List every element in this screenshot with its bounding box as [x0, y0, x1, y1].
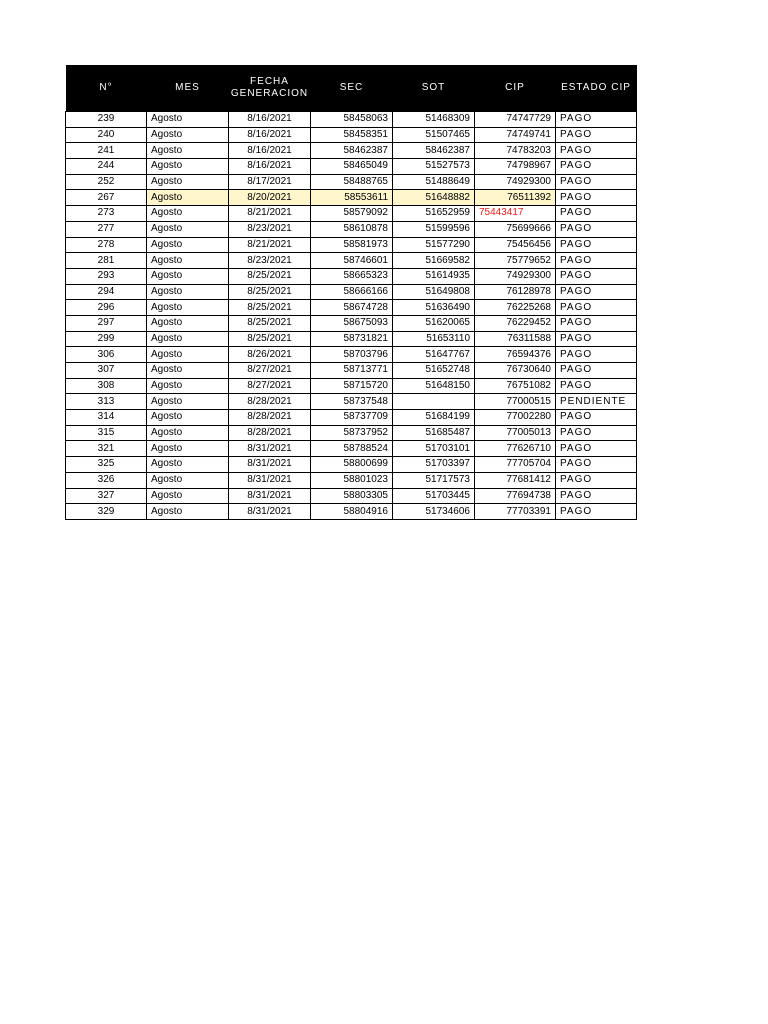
cell-sec[interactable]: 58665323 [311, 268, 393, 284]
cell-sec[interactable]: 58666166 [311, 284, 393, 300]
cell-cip[interactable]: 77703391 [475, 504, 556, 520]
cell-estado[interactable]: PAGO [556, 363, 637, 379]
cell-sot[interactable]: 51669582 [393, 253, 475, 269]
cell-n[interactable]: 307 [66, 363, 147, 379]
table-row [66, 331, 637, 347]
table-row [66, 488, 637, 504]
cell-fecha[interactable]: 8/25/2021 [229, 315, 311, 331]
data-table [65, 65, 637, 520]
cell-n[interactable]: 326 [66, 472, 147, 488]
cell-mes[interactable]: Agosto [147, 237, 229, 253]
cell-n[interactable]: 306 [66, 347, 147, 363]
table-row [66, 159, 637, 175]
cell-mes[interactable]: Agosto [147, 174, 229, 190]
cell-sot[interactable]: 51652959 [393, 206, 475, 222]
cell-mes[interactable]: Agosto [147, 268, 229, 284]
table-row [66, 315, 637, 331]
cell-cip[interactable]: 77005013 [475, 425, 556, 441]
cell-sot[interactable]: 51717573 [393, 472, 475, 488]
cell-sot[interactable]: 51620065 [393, 315, 475, 331]
cell-estado[interactable]: PAGO [556, 315, 637, 331]
cell-cip[interactable]: 75779652 [475, 253, 556, 269]
cell-cip[interactable]: 74747729 [475, 112, 556, 128]
cell-sot[interactable]: 51614935 [393, 268, 475, 284]
column-header-mes: MES [147, 65, 229, 112]
cell-sot[interactable]: 51734606 [393, 504, 475, 520]
cell-n[interactable]: 325 [66, 457, 147, 473]
cell-sec[interactable]: 58731821 [311, 331, 393, 347]
cell-n[interactable]: 315 [66, 425, 147, 441]
cell-sec[interactable]: 58715720 [311, 378, 393, 394]
cell-mes[interactable]: Agosto [147, 457, 229, 473]
table-row [66, 143, 637, 159]
cell-sot[interactable]: 51507465 [393, 127, 475, 143]
cell-fecha[interactable]: 8/31/2021 [229, 472, 311, 488]
cell-sec[interactable]: 58737952 [311, 425, 393, 441]
cell-estado[interactable]: PAGO [556, 206, 637, 222]
cell-n[interactable]: 294 [66, 284, 147, 300]
cell-cip[interactable]: 76229452 [475, 315, 556, 331]
cell-estado[interactable]: PAGO [556, 174, 637, 190]
cell-n[interactable]: 273 [66, 206, 147, 222]
cell-mes[interactable]: Agosto [147, 363, 229, 379]
cell-n[interactable]: 240 [66, 127, 147, 143]
cell-estado[interactable]: PAGO [556, 268, 637, 284]
cell-fecha[interactable]: 8/31/2021 [229, 488, 311, 504]
cell-sot[interactable]: 51636490 [393, 300, 475, 316]
cell-mes[interactable]: Agosto [147, 127, 229, 143]
cell-mes[interactable]: Agosto [147, 190, 229, 206]
cell-n[interactable]: 314 [66, 410, 147, 426]
cell-sot[interactable]: 51468309 [393, 112, 475, 128]
cell-estado[interactable]: PAGO [556, 331, 637, 347]
column-header-sec: SEC [311, 65, 393, 112]
cell-n[interactable]: 308 [66, 378, 147, 394]
cell-sec[interactable]: 58581973 [311, 237, 393, 253]
cell-sot[interactable]: 51488649 [393, 174, 475, 190]
cell-sec[interactable]: 58462387 [311, 143, 393, 159]
cell-cip[interactable]: 77000515 [475, 394, 556, 410]
table-row [66, 441, 637, 457]
cell-fecha[interactable]: 8/25/2021 [229, 284, 311, 300]
cell-sec[interactable]: 58737709 [311, 410, 393, 426]
column-header-cip: CIP [475, 65, 556, 112]
table-row [66, 363, 637, 379]
cell-fecha[interactable]: 8/27/2021 [229, 363, 311, 379]
cell-cip[interactable]: 76225268 [475, 300, 556, 316]
cell-cip[interactable]: 76751082 [475, 378, 556, 394]
cell-n[interactable]: 277 [66, 221, 147, 237]
cell-estado[interactable]: PAGO [556, 127, 637, 143]
cell-fecha[interactable]: 8/17/2021 [229, 174, 311, 190]
cell-mes[interactable]: Agosto [147, 284, 229, 300]
cell-cip[interactable]: 74749741 [475, 127, 556, 143]
cell-mes[interactable]: Agosto [147, 410, 229, 426]
cell-estado[interactable]: PAGO [556, 300, 637, 316]
cell-fecha[interactable]: 8/27/2021 [229, 378, 311, 394]
cell-sec[interactable]: 58674728 [311, 300, 393, 316]
cell-estado[interactable]: PAGO [556, 488, 637, 504]
cell-sot[interactable]: 51703397 [393, 457, 475, 473]
cip-correction-note: 75443417 [479, 207, 524, 219]
cell-fecha[interactable]: 8/21/2021 [229, 206, 311, 222]
cell-fecha[interactable]: 8/25/2021 [229, 331, 311, 347]
cell-n[interactable]: 327 [66, 488, 147, 504]
cell-sec[interactable]: 58737548 [311, 394, 393, 410]
table-row [66, 425, 637, 441]
cell-mes[interactable]: Agosto [147, 143, 229, 159]
cell-mes[interactable]: Agosto [147, 394, 229, 410]
cell-estado[interactable]: PAGO [556, 190, 637, 206]
cell-cip[interactable]: 75456456 [475, 237, 556, 253]
cell-cip[interactable]: 77626710 [475, 441, 556, 457]
cell-estado[interactable]: PAGO [556, 425, 637, 441]
cell-n[interactable]: 329 [66, 504, 147, 520]
cell-cip[interactable]: 74929300 [475, 174, 556, 190]
cell-estado[interactable]: PAGO [556, 472, 637, 488]
cell-fecha[interactable]: 8/16/2021 [229, 159, 311, 175]
table-row [66, 394, 637, 410]
cell-sec[interactable]: 58553611 [311, 190, 393, 206]
table-row [66, 221, 637, 237]
cell-sec[interactable]: 58800699 [311, 457, 393, 473]
cell-n[interactable]: 296 [66, 300, 147, 316]
cell-n[interactable]: 299 [66, 331, 147, 347]
cell-estado[interactable]: PAGO [556, 112, 637, 128]
cell-n[interactable]: 321 [66, 441, 147, 457]
table-row [66, 253, 637, 269]
cell-mes[interactable]: Agosto [147, 488, 229, 504]
cell-n[interactable]: 244 [66, 159, 147, 175]
cell-fecha[interactable]: 8/26/2021 [229, 347, 311, 363]
cell-fecha[interactable]: 8/23/2021 [229, 221, 311, 237]
cell-cip[interactable]: 76128978 [475, 284, 556, 300]
cell-fecha[interactable]: 8/28/2021 [229, 410, 311, 426]
cell-mes[interactable]: Agosto [147, 472, 229, 488]
cell-sot[interactable]: 51684199 [393, 410, 475, 426]
cell-cip[interactable]: 76311588 [475, 331, 556, 347]
cell-cip[interactable]: 77694738 [475, 488, 556, 504]
cell-mes[interactable]: Agosto [147, 253, 229, 269]
cell-mes[interactable]: Agosto [147, 221, 229, 237]
header-row [66, 65, 637, 112]
cell-estado[interactable]: PAGO [556, 347, 637, 363]
table-row [66, 504, 637, 520]
cell-sot[interactable]: 51703445 [393, 488, 475, 504]
cell-sot[interactable]: 51652748 [393, 363, 475, 379]
column-header-fecha: FECHA GENERACION [229, 65, 311, 112]
table-row [66, 112, 637, 128]
cell-sec[interactable]: 58610878 [311, 221, 393, 237]
cell-cip[interactable]: 76511392 [475, 190, 556, 206]
table-row [66, 472, 637, 488]
cell-estado[interactable]: PAGO [556, 410, 637, 426]
cell-fecha[interactable]: 8/20/2021 [229, 190, 311, 206]
spreadsheet [65, 65, 637, 520]
cell-fecha[interactable]: 8/28/2021 [229, 425, 311, 441]
table-row [66, 284, 637, 300]
cell-cip[interactable]: 75699666 [475, 221, 556, 237]
cell-fecha[interactable]: 8/23/2021 [229, 253, 311, 269]
cell-sec[interactable]: 58703796 [311, 347, 393, 363]
cell-estado[interactable]: PAGO [556, 143, 637, 159]
table-row [66, 237, 637, 253]
cell-estado[interactable]: PAGO [556, 253, 637, 269]
table-body [66, 112, 637, 520]
cell-mes[interactable]: Agosto [147, 347, 229, 363]
cell-mes[interactable]: Agosto [147, 300, 229, 316]
cell-sot[interactable]: 51577290 [393, 237, 475, 253]
cell-cip[interactable]: 76594376 [475, 347, 556, 363]
cell-cip[interactable]: 74798967 [475, 159, 556, 175]
table-row [66, 174, 637, 190]
cell-estado[interactable]: PAGO [556, 284, 637, 300]
cell-mes[interactable]: Agosto [147, 315, 229, 331]
cell-n[interactable]: 313 [66, 394, 147, 410]
table-row [66, 457, 637, 473]
cell-mes[interactable]: Agosto [147, 331, 229, 347]
table-header [66, 65, 637, 112]
table-row [66, 206, 637, 222]
cell-cip[interactable]: 74783203 [475, 143, 556, 159]
cell-fecha[interactable]: 8/21/2021 [229, 237, 311, 253]
cell-mes[interactable]: Agosto [147, 206, 229, 222]
table-row [66, 378, 637, 394]
cell-sec[interactable]: 58788524 [311, 441, 393, 457]
cell-sec[interactable]: 58746601 [311, 253, 393, 269]
column-header-estado: ESTADO CIP [556, 65, 637, 112]
table-row [66, 268, 637, 284]
cell-sot[interactable]: 51649808 [393, 284, 475, 300]
cell-sot[interactable]: 58462387 [393, 143, 475, 159]
cell-sec[interactable]: 58579092 [311, 206, 393, 222]
cell-estado[interactable]: PAGO [556, 378, 637, 394]
cell-sec[interactable]: 58803305 [311, 488, 393, 504]
cell-sec[interactable]: 58804916 [311, 504, 393, 520]
cell-sec[interactable]: 58465049 [311, 159, 393, 175]
column-header-n: N° [66, 65, 147, 112]
cell-n[interactable]: 241 [66, 143, 147, 159]
cell-fecha[interactable]: 8/28/2021 [229, 394, 311, 410]
cell-fecha[interactable]: 8/25/2021 [229, 300, 311, 316]
cell-cip[interactable]: 74929300 [475, 268, 556, 284]
cell-estado[interactable]: PAGO [556, 441, 637, 457]
cell-sot[interactable]: 51648882 [393, 190, 475, 206]
cell-estado[interactable]: PAGO [556, 457, 637, 473]
cell-sec[interactable]: 58458063 [311, 112, 393, 128]
table-row [66, 190, 637, 206]
cell-fecha[interactable]: 8/16/2021 [229, 143, 311, 159]
cell-sec[interactable]: 58458351 [311, 127, 393, 143]
table-row [66, 410, 637, 426]
cell-sec[interactable]: 58713771 [311, 363, 393, 379]
cell-cip[interactable] [475, 206, 556, 222]
cell-fecha[interactable]: 8/16/2021 [229, 112, 311, 128]
cell-cip[interactable]: 77705704 [475, 457, 556, 473]
table-row [66, 127, 637, 143]
cell-sot[interactable]: 51685487 [393, 425, 475, 441]
cell-fecha[interactable]: 8/31/2021 [229, 441, 311, 457]
cell-n[interactable]: 278 [66, 237, 147, 253]
cell-sot[interactable]: 51648150 [393, 378, 475, 394]
cell-sot[interactable] [393, 394, 475, 410]
cell-n[interactable]: 267 [66, 190, 147, 206]
table-row [66, 300, 637, 316]
cell-cip[interactable]: 76730640 [475, 363, 556, 379]
cell-estado[interactable]: PAGO [556, 504, 637, 520]
cell-mes[interactable]: Agosto [147, 441, 229, 457]
cell-sec[interactable]: 58801023 [311, 472, 393, 488]
cell-mes[interactable]: Agosto [147, 425, 229, 441]
cell-sec[interactable]: 58488765 [311, 174, 393, 190]
cell-estado[interactable]: PAGO [556, 221, 637, 237]
cell-estado[interactable]: PAGO [556, 237, 637, 253]
cell-sot[interactable]: 51653110 [393, 331, 475, 347]
cell-mes[interactable]: Agosto [147, 112, 229, 128]
cell-n[interactable]: 281 [66, 253, 147, 269]
cell-fecha[interactable]: 8/31/2021 [229, 457, 311, 473]
cell-sot[interactable]: 51599596 [393, 221, 475, 237]
cell-mes[interactable]: Agosto [147, 378, 229, 394]
cell-sot[interactable]: 51647767 [393, 347, 475, 363]
cell-n[interactable]: 239 [66, 112, 147, 128]
cell-fecha[interactable]: 8/25/2021 [229, 268, 311, 284]
cell-mes[interactable]: Agosto [147, 159, 229, 175]
column-header-sot: SOT [393, 65, 475, 112]
cell-mes[interactable]: Agosto [147, 504, 229, 520]
cell-estado[interactable]: PENDIENTE [556, 394, 637, 410]
table-row [66, 347, 637, 363]
cell-n[interactable]: 252 [66, 174, 147, 190]
cell-sot[interactable]: 51703101 [393, 441, 475, 457]
cell-n[interactable]: 297 [66, 315, 147, 331]
cell-sot[interactable]: 51527573 [393, 159, 475, 175]
cell-cip[interactable]: 77681412 [475, 472, 556, 488]
cell-estado[interactable]: PAGO [556, 159, 637, 175]
cell-sec[interactable]: 58675093 [311, 315, 393, 331]
cell-fecha[interactable]: 8/31/2021 [229, 504, 311, 520]
cell-n[interactable]: 293 [66, 268, 147, 284]
cell-fecha[interactable]: 8/16/2021 [229, 127, 311, 143]
cell-cip[interactable]: 77002280 [475, 410, 556, 426]
